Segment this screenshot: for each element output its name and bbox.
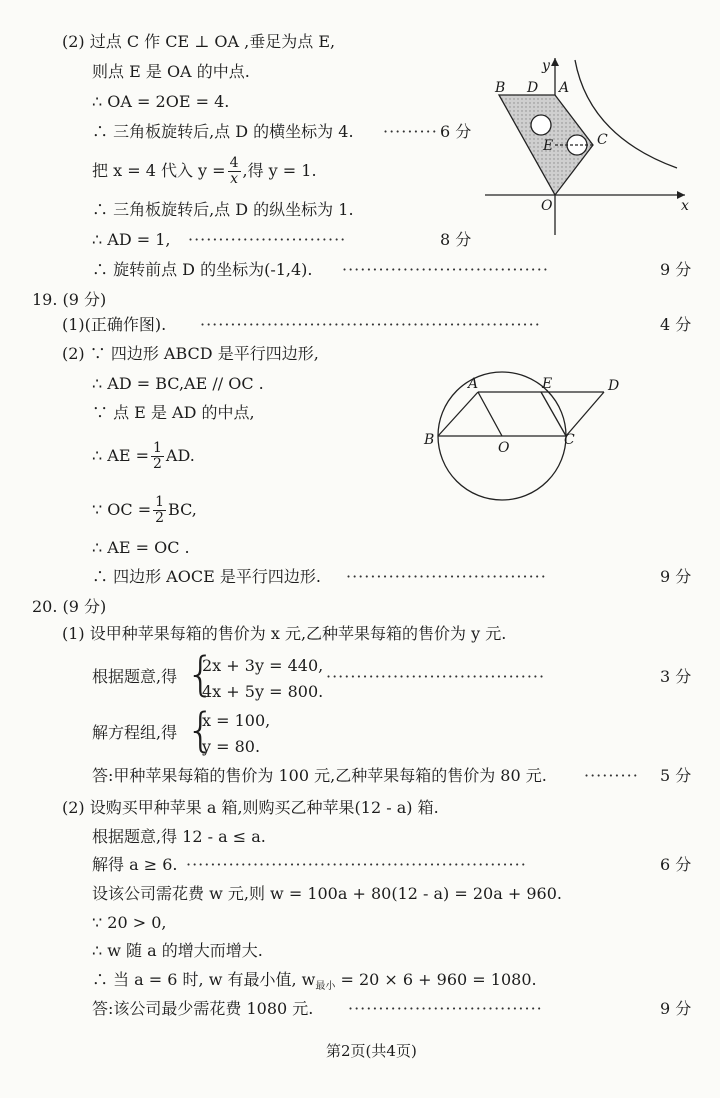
segment-cd	[566, 392, 604, 436]
q18-line-4: ∴ 三角板旋转后,点 D 的横坐标为 4.	[92, 122, 354, 141]
q20-line-8: 设该公司需花费 w 元,则 w = 100a + 80(12 - a) = 20a + 960.	[92, 884, 562, 903]
leader-dots: ························································	[200, 315, 541, 334]
leader-dots: ····································	[326, 667, 546, 686]
q20-line-10: ∴ w 随 a 的增大而增大.	[92, 941, 263, 960]
leader-dots: ··································	[342, 260, 549, 279]
q19-line-5-text-a: ∵ OC =	[92, 500, 152, 519]
q18-line-5-text-b: ,得 y = 1.	[242, 161, 317, 180]
fraction-numerator: 1	[153, 440, 162, 456]
label-y: y	[542, 58, 550, 74]
q19-circle-figure	[418, 368, 618, 503]
q18-line-1: (2) 过点 C 作 CE ⊥ OA ,垂足为点 E,	[62, 32, 336, 51]
q18-score-4: 6 分	[440, 122, 472, 141]
label-E: E	[543, 138, 554, 154]
q19-score-1: 4 分	[660, 315, 692, 334]
brace-system-2: {	[186, 703, 216, 757]
leader-dots: ························································	[186, 855, 527, 874]
q20-line-9: ∵ 20 > 0,	[92, 913, 167, 932]
label-E: E	[542, 376, 553, 392]
q20-line-4: 答:甲种苹果每箱的售价为 100 元,乙种苹果每箱的售价为 80 元.	[92, 766, 547, 785]
fraction-denominator: x	[230, 171, 238, 187]
q20-line-12: 答:该公司最少需花费 1080 元.	[92, 999, 314, 1018]
leader-dots: ································	[348, 999, 543, 1018]
equation-1b: 4x + 5y = 800.	[202, 682, 324, 701]
q18-score-7: 8 分	[440, 230, 472, 249]
q18-line-7: ∴ AD = 1,	[92, 230, 171, 249]
q19-score-7: 9 分	[660, 567, 692, 586]
fraction-4-over-x	[228, 156, 241, 187]
label-C: C	[564, 432, 575, 448]
equation-1a: 2x + 3y = 440,	[202, 656, 324, 675]
segment-ao	[478, 392, 502, 436]
q18-line-3: ∴ OA = 2OE = 4.	[92, 92, 230, 111]
equation-2a: x = 100,	[202, 711, 271, 730]
label-B: B	[424, 432, 435, 448]
q20-score-4: 5 分	[660, 766, 692, 785]
leader-dots: ·································	[346, 567, 547, 586]
hole-circle-1	[531, 115, 551, 135]
q20-line-2: 根据题意,得	[92, 667, 178, 686]
label-D: D	[527, 80, 539, 96]
q18-line-8: ∴ 旋转前点 D 的坐标为(-1,4).	[92, 260, 313, 279]
q20-line-3: 解方程组,得	[92, 723, 178, 742]
fraction-denominator: 2	[155, 510, 165, 526]
q19-line-3: ∵ 点 E 是 AD 的中点,	[92, 403, 255, 422]
q20-line-11-text-a: ∴ 当 a = 6 时, w 有最小值, w	[92, 970, 316, 989]
q20-heading: 20. (9 分)	[32, 597, 107, 616]
q18-line-2: 则点 E 是 OA 的中点.	[92, 62, 250, 81]
label-D: D	[608, 378, 620, 394]
q20-score-2: 3 分	[660, 667, 692, 686]
q18-line-6: ∴ 三角板旋转后,点 D 的纵坐标为 1.	[92, 200, 354, 219]
q19-line-4	[92, 441, 195, 472]
q20-line-1: (1) 设甲种苹果每箱的售价为 x 元,乙种苹果每箱的售价为 y 元.	[62, 624, 507, 643]
q18-line-5-text-a: 把 x = 4 代入 y =	[92, 161, 226, 180]
label-x: x	[681, 198, 689, 214]
q20-score-7: 6 分	[660, 855, 692, 874]
q19-line-7: ∴ 四边形 AOCE 是平行四边形.	[92, 567, 321, 586]
label-A: A	[468, 376, 479, 392]
q18-coordinate-figure	[485, 50, 695, 240]
label-O: O	[541, 198, 553, 214]
y-axis-arrow	[551, 58, 559, 66]
leader-dots: ·········	[584, 766, 639, 785]
q19-line-5	[92, 495, 197, 526]
subscript-min: 最小	[315, 981, 336, 993]
fraction-denominator: 2	[153, 456, 162, 472]
segment-ab	[438, 392, 478, 436]
q19-heading: 19. (9 分)	[32, 290, 107, 309]
label-A: A	[559, 80, 570, 96]
label-O: O	[498, 440, 510, 456]
q20-score-12: 9 分	[660, 999, 692, 1018]
q20-line-11-text-b: = 20 × 6 + 960 = 1080.	[335, 970, 537, 989]
label-B: B	[495, 80, 506, 96]
hyperbola-curve	[575, 60, 677, 168]
q20-line-5: (2) 设购买甲种苹果 a 箱,则购买乙种苹果(12 - a) 箱.	[62, 798, 439, 817]
q20-line-11	[92, 969, 537, 998]
leader-dots: ··························	[188, 230, 347, 249]
fraction-one-half	[153, 495, 166, 526]
fraction-numerator: 1	[155, 494, 165, 510]
q19-line-1: (2) ∵ 四边形 ABCD 是平行四边形,	[62, 344, 319, 363]
q19-line-5-text-b: BC,	[168, 500, 197, 519]
q19-line-6: ∴ AE = OC .	[92, 538, 190, 557]
fraction-one-half	[151, 441, 164, 472]
label-C: C	[597, 132, 608, 148]
q18-score-8: 9 分	[660, 260, 692, 279]
q19-part-1: (1)(正确作图).	[62, 315, 167, 334]
q20-line-7: 解得 a ≥ 6.	[92, 855, 178, 874]
q18-line-5	[92, 156, 317, 187]
page-footer: 第2页(共4页)	[326, 1042, 417, 1060]
leader-dots: ·········	[383, 122, 438, 141]
q19-line-4-text-a: ∴ AE =	[92, 446, 149, 465]
q20-line-6: 根据题意,得 12 - a ≤ a.	[92, 827, 266, 846]
q19-line-4-text-b: AD.	[165, 446, 195, 465]
fraction-numerator: 4	[229, 155, 239, 171]
q19-line-2: ∴ AD = BC,AE // OC .	[92, 374, 264, 393]
equation-2b: y = 80.	[202, 737, 261, 756]
brace-system-1: {	[186, 647, 216, 701]
